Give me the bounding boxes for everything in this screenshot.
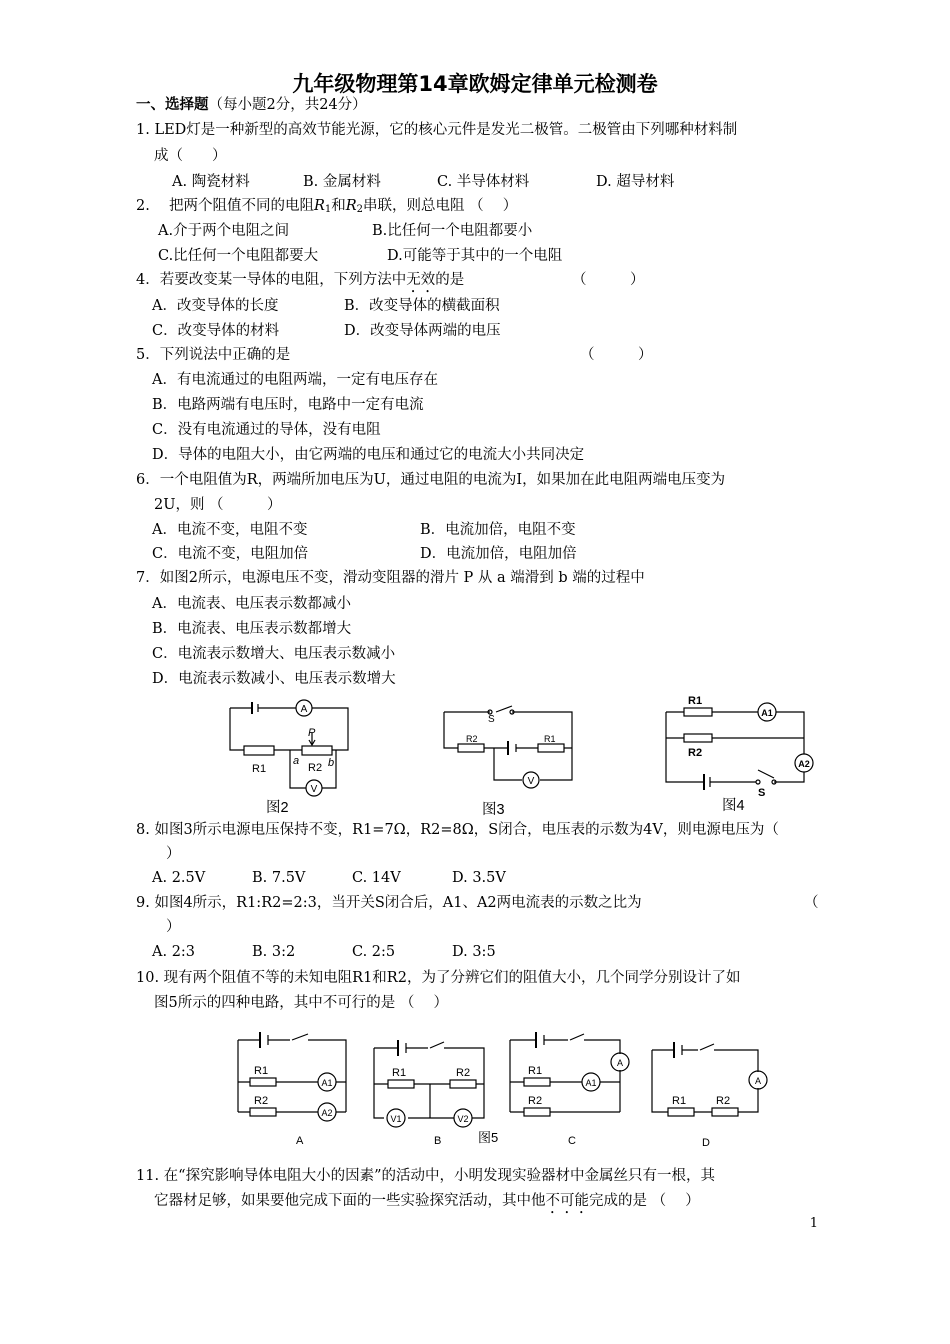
q7-option-d: D．电流表示数减小、电压表示数增大 [152, 671, 396, 687]
q11-line2: 它器材足够，如果要他完成下面的一些实验探究活动，其中他不可能完成的是 （ ） [154, 1193, 700, 1209]
fig3-r2-label: R2 [466, 734, 478, 744]
fig4-a1-label: A1 [761, 708, 773, 718]
q5-option-a: A．有电流通过的电阻两端，一定有电压存在 [152, 372, 438, 388]
fig2-r1-label: R1 [252, 763, 267, 775]
fig5-a-r1-label: R1 [254, 1065, 269, 1077]
fig2-r2-label: R2 [308, 762, 323, 774]
fig5-a-a1-label: A1 [321, 1078, 333, 1088]
fig3-caption: 图3 [482, 802, 505, 818]
q9-option-d: D. 3:5 [452, 944, 496, 960]
q5-option-b: B．电路两端有电压时，电路中一定有电流 [152, 397, 424, 413]
fig5-label-b: B [434, 1135, 442, 1147]
figure-3-circuit [438, 702, 578, 802]
q1-line1: 1. LED灯是一种新型的高效节能光源，它的核心元件是发光二极管。二极管由下列哪种材料制 [136, 122, 738, 138]
section-heading [136, 95, 367, 115]
fig5-d-r1-label: R1 [672, 1095, 687, 1107]
fig2-p-label: P [308, 727, 316, 739]
section-note: （每小题2分，共24分） [208, 97, 367, 113]
q1-option-c: C. 半导体材料 [437, 174, 530, 190]
fig5-b-r2-label: R2 [456, 1067, 471, 1079]
fig4-switch-label: S [758, 787, 766, 799]
fig2-caption: 图2 [266, 800, 289, 816]
q6-line2: 2U，则 （ ） [154, 497, 282, 513]
q2-option-b: B.比任何一个电阻都要小 [372, 223, 533, 239]
q10-line1: 10. 现有两个阻值不等的未知电阻R1和R2，为了分辨它们的阻值大小，几个同学分别设计了如 [136, 970, 741, 986]
q9-line1: 9. 如图4所示，R1:R2=2:3，当开关S闭合后，A1、A2两电流表的示数之比为 [136, 895, 642, 911]
fig5-label-d: D [702, 1137, 710, 1149]
fig5-a-a2-label: A2 [321, 1108, 333, 1118]
q6-option-a: A．电流不变，电阻不变 [152, 522, 308, 538]
section-title: 一、选择题 [136, 97, 209, 113]
fig5-c-a-label: A [616, 1058, 624, 1068]
q1-option-a: A. 陶瓷材料 [172, 174, 250, 190]
fig5-a-r2-label: R2 [254, 1095, 269, 1107]
fig5-b-r1-label: R1 [392, 1067, 407, 1079]
q9-line2: ） [166, 919, 181, 935]
figure-4-circuit [660, 690, 820, 802]
q9-bracket: （ [804, 895, 819, 911]
fig5-c-r1-label: R1 [528, 1065, 543, 1077]
q8-option-a: A. 2.5V [152, 870, 206, 886]
q9-option-b: B. 3:2 [252, 944, 296, 960]
q4-option-b: B．改变导体的横截面积 [344, 298, 500, 314]
fig4-caption: 图4 [722, 798, 745, 814]
q1-option-b: B. 金属材料 [303, 174, 381, 190]
q2-option-c: C.比任何一个电阻都要大 [158, 248, 319, 264]
q1-line2: 成（ ） [154, 148, 227, 164]
q1-option-d: D. 超导材料 [596, 174, 675, 190]
fig5-c-a1-label: A1 [585, 1078, 597, 1088]
q11-line1: 11. 在“探究影响导体电阻大小的因素”的活动中，小明发现实验器材中金属丝只有一根，其 [136, 1168, 715, 1184]
q6-option-b: B．电流加倍，电阻不变 [420, 522, 576, 538]
q8-line2: ） [166, 846, 181, 862]
q5-bracket: （ ） [580, 347, 653, 363]
q6-option-d: D．电流加倍，电阻加倍 [420, 546, 577, 562]
q6-line1: 6．一个电阻值为R，两端所加电压为U，通过电阻的电流为I，如果加在此电阻两端电压变为 [136, 472, 726, 488]
fig5-label-a: A [296, 1135, 304, 1147]
fig3-switch-label: S [488, 714, 495, 725]
q8-option-c: C. 14V [352, 870, 401, 886]
q5-stem: 5．下列说法中正确的是 [136, 347, 291, 363]
fig2-ammeter-label: A [300, 704, 308, 715]
q4-option-d: D．改变导体两端的电压 [344, 323, 501, 339]
q8-option-b: B. 7.5V [252, 870, 306, 886]
fig5-b-v1-label: V1 [390, 1114, 402, 1124]
q4-bracket: （ ） [572, 272, 645, 288]
fig5-label-c: C [568, 1135, 576, 1147]
fig3-voltmeter-label: V [527, 776, 535, 787]
q2-stem: 2. 把两个阻值不同的电阻$R_1$和$R_2$串联，则总电阻 （ ） [136, 198, 518, 215]
q4-stem: 4．若要改变某一导体的电阻，下列方法中无效的是 [136, 272, 465, 288]
fig2-voltmeter-label: V [310, 784, 318, 795]
fig4-r2-label: R2 [688, 747, 703, 759]
page-title: 九年级物理第14章欧姆定律单元检测卷 [292, 72, 658, 96]
q10-line2: 图5所示的四种电路，其中不可行的是 （ ） [154, 995, 448, 1011]
fig3-r1-label: R1 [544, 734, 556, 744]
page-number: 1 [809, 1216, 818, 1231]
q8-line1: 8. 如图3所示电源电压保持不变，R1=7Ω，R2=8Ω，S闭合，电压表的示数为4V，则电源电压为（ [136, 822, 779, 838]
q6-option-c: C．电流不变，电阻加倍 [152, 546, 309, 562]
figure-2-circuit [220, 696, 360, 804]
q7-stem: 7．如图2所示，电源电压不变，滑动变阻器的滑片 P 从 a 端滑到 b 端的过程中 [136, 570, 645, 586]
figure-5-circuits [228, 1020, 768, 1152]
fig4-r1-label: R1 [688, 695, 703, 707]
fig4-a2-label: A2 [798, 759, 810, 769]
q9-option-a: A. 2:3 [152, 944, 196, 960]
q4-option-c: C．改变导体的材料 [152, 323, 280, 339]
q7-option-b: B．电流表、电压表示数都增大 [152, 621, 352, 637]
fig5-c-r2-label: R2 [528, 1095, 543, 1107]
q2-option-d: D.可能等于其中的一个电阻 [387, 248, 563, 264]
q8-option-d: D. 3.5V [452, 870, 506, 886]
q5-option-d: D．导体的电阻大小，由它两端的电压和通过它的电流大小共同决定 [152, 447, 585, 463]
q7-option-c: C．电流表示数增大、电压表示数减小 [152, 646, 396, 662]
fig5-b-v2-label: V2 [457, 1114, 469, 1124]
fig2-a-label: a [293, 755, 300, 767]
fig2-b-label: b [328, 757, 335, 769]
q2-option-a: A.介于两个电阻之间 [158, 223, 290, 239]
q9-option-c: C. 2:5 [352, 944, 396, 960]
q7-option-a: A．电流表、电压表示数都减小 [152, 596, 351, 612]
fig5-caption: 图5 [478, 1130, 499, 1145]
fig5-d-r2-label: R2 [716, 1095, 731, 1107]
q4-option-a: A．改变导体的长度 [152, 298, 279, 314]
fig5-d-a-label: A [754, 1076, 762, 1086]
q5-option-c: C．没有电流通过的导体，没有电阻 [152, 422, 381, 438]
